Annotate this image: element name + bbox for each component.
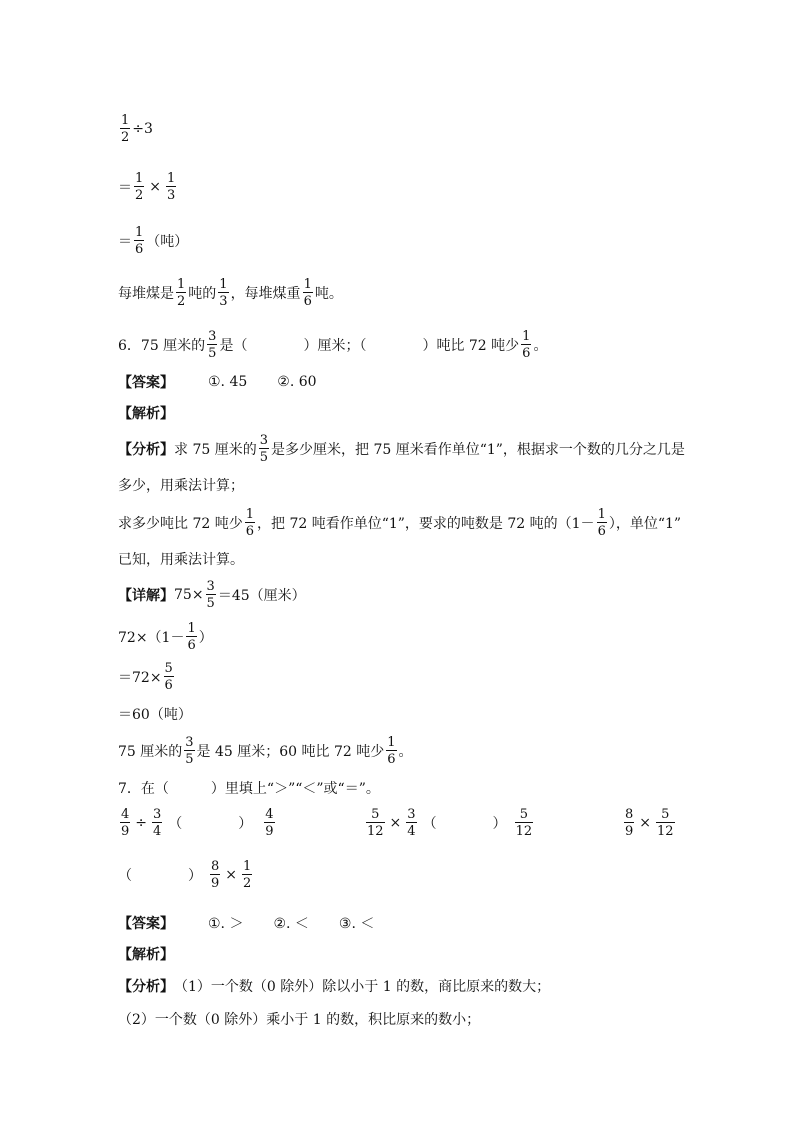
text: 是 45 厘米；60 吨比 72 吨少 [196, 744, 385, 760]
fraction: $\frac{5}{6}$ [164, 661, 173, 693]
text: ）厘米；（ [303, 338, 367, 354]
text: 吨的 [188, 286, 217, 302]
text: （1）一个数（0 除外）除以小于 1 的数，商比原来的数大； [174, 979, 551, 995]
text: （2）一个数（0 除外）乘小于 1 的数，积比原来的数小； [118, 1012, 481, 1028]
detail-label: 【详解】 [118, 588, 174, 604]
fraction: $\frac{4}{9}$ [121, 807, 130, 839]
text: 【解析】 [118, 947, 174, 963]
text: ，把 72 吨看作单位“1”，要求的吨数是 72 吨的（1－ [257, 516, 595, 532]
question-6 [118, 328, 547, 362]
text: ），单位“1” [608, 516, 682, 532]
analysis-7-line-1 [118, 969, 550, 1003]
fraction: $\frac{8}{9}$ [211, 859, 220, 891]
text: 是多少厘米，把 75 厘米看作单位“1”，根据求一个数的几分之几是 [271, 442, 685, 458]
jiexi-heading-2 [118, 937, 174, 971]
text: ＝60（吨） [118, 707, 192, 723]
answer-item: ②. ＜ [273, 916, 309, 932]
analysis-6-line-1 [118, 432, 685, 466]
text: 【解析】 [118, 406, 174, 422]
q7-expression-3-right [118, 858, 254, 892]
fraction: $\frac{1}{2}$ [121, 113, 130, 145]
jiexi-heading [118, 396, 174, 430]
text: 。 [398, 744, 413, 760]
fraction: $\frac{1}{6}$ [387, 735, 396, 767]
answer-item: ①. 45 [208, 374, 248, 390]
fraction: $\frac{3}{5}$ [208, 329, 217, 361]
answer-label: 【答案】 [118, 916, 174, 932]
q7-expression-2 [364, 806, 535, 840]
analysis-6-line-2 [118, 468, 244, 502]
fraction: $\frac{1}{3}$ [167, 171, 176, 203]
text: 求 75 厘米的 [174, 442, 257, 458]
answer-blank[interactable]: （ ） [118, 868, 202, 884]
fraction: $\frac{1}{6}$ [597, 507, 606, 539]
fraction: $\frac{1}{2}$ [243, 859, 252, 891]
calc-text: ÷3 [132, 121, 153, 137]
detail-6-line-3 [118, 660, 176, 694]
detail-6-line-2 [118, 620, 213, 654]
text: ＝45（厘米） [217, 588, 306, 604]
operator: × [225, 867, 238, 883]
analysis-7-line-2 [118, 1002, 480, 1036]
text: ＝72× [118, 670, 162, 686]
answer-item: ③. ＜ [338, 916, 375, 932]
text: 7．在（ ）里填上“＞”“＜”或“＝”。 [118, 781, 380, 797]
q7-expression-3-left [622, 806, 677, 840]
fraction: $\frac{1}{3}$ [219, 277, 228, 309]
analysis-label: 【分析】 [118, 442, 174, 458]
detail-6-line-4 [118, 697, 192, 731]
answer-6 [118, 365, 317, 399]
text: ） [198, 630, 213, 646]
text: 每堆煤是 [118, 286, 174, 302]
fraction: $\frac{4}{9}$ [265, 807, 274, 839]
answer-label: 【答案】 [118, 375, 174, 391]
fraction: $\frac{3}{5}$ [206, 579, 215, 611]
fraction: $\frac{3}{5}$ [259, 433, 268, 465]
answer-blank[interactable]: （ ） [168, 816, 253, 832]
text: 多少，用乘法计算； [118, 478, 244, 494]
analysis-6-line-3 [118, 506, 681, 540]
answer-item: ①. ＞ [208, 916, 244, 932]
detail-6-conclusion [118, 734, 413, 768]
fraction: $\frac{1}{6}$ [303, 277, 312, 309]
fraction: $\frac{3}{4}$ [153, 807, 162, 839]
calc-line-3 [118, 224, 188, 258]
text: 求多少吨比 72 吨少 [118, 516, 243, 532]
fraction: $\frac{1}{2}$ [177, 277, 186, 309]
equals-sign: ＝ [118, 234, 132, 250]
text: 6．75 厘米的 [118, 338, 206, 354]
answer-item: ②. 60 [277, 374, 317, 390]
text: ）吨比 72 吨少 [422, 338, 520, 354]
fraction: $\frac{1}{6}$ [245, 507, 254, 539]
fraction: $\frac{1}{6}$ [187, 621, 196, 653]
fraction: $\frac{1}{6}$ [522, 329, 531, 361]
calc-line-1 [118, 112, 153, 146]
text: 。 [533, 338, 548, 354]
fraction: $\frac{3}{5}$ [185, 735, 194, 767]
operator: ÷ [135, 815, 148, 831]
detail-6-line-1 [118, 578, 306, 612]
operator: × [389, 815, 402, 831]
text: 75 厘米的 [118, 744, 183, 760]
calc-line-2 [118, 170, 178, 204]
text: 吨。 [314, 286, 343, 302]
unit-text: （吨） [146, 234, 189, 250]
fraction: $\frac{5}{12}$ [515, 807, 533, 839]
answer-blank[interactable]: （ ） [422, 816, 507, 832]
fraction: $\frac{1}{6}$ [135, 225, 144, 257]
analysis-6-line-4 [118, 542, 244, 576]
equals-sign: ＝ [118, 180, 132, 196]
q7-expression-1 [118, 806, 277, 840]
text: 75× [174, 587, 204, 603]
fraction: $\frac{3}{4}$ [407, 807, 416, 839]
answer-7 [118, 906, 374, 940]
text: ，每堆煤重 [230, 286, 301, 302]
fraction: $\frac{5}{12}$ [367, 807, 384, 839]
text: 是（ [219, 338, 248, 354]
text: 已知，用乘法计算。 [118, 552, 244, 568]
operator: × [639, 815, 652, 831]
fraction: $\frac{8}{9}$ [625, 807, 634, 839]
question-7-title [118, 771, 380, 805]
operator: × [149, 179, 162, 195]
analysis-label: 【分析】 [118, 979, 174, 995]
conclusion-line [118, 276, 343, 310]
fraction: $\frac{5}{12}$ [657, 807, 674, 839]
fraction: $\frac{1}{2}$ [135, 171, 144, 203]
text: 72×（1－ [118, 630, 185, 646]
